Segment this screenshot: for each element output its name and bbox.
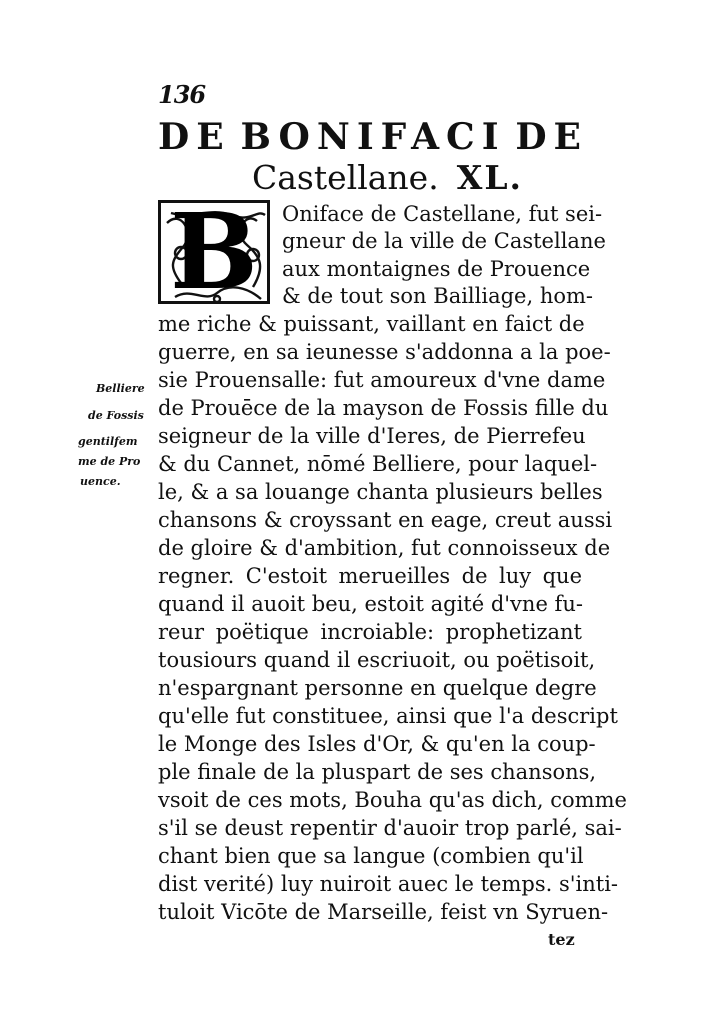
- heading-word: DE: [158, 116, 231, 158]
- margin-note: gentilfem: [78, 435, 138, 448]
- decorated-drop-cap: [158, 190, 270, 313]
- text-line: Oniface de Castellane, fut sei-: [282, 202, 603, 226]
- margin-note: me de Pro: [78, 455, 141, 468]
- text-line: s'il se deust repentir d'auoir trop parlé, sai-: [158, 816, 622, 840]
- text-line: n'espargnant personne en quelque degre: [158, 676, 597, 700]
- text-line: ple finale de la pluspart de ses chansons,: [158, 760, 597, 784]
- heading-word: DE: [515, 116, 588, 158]
- text-line: de gloire & d'ambition, fut connoisseux de: [158, 536, 611, 560]
- text-line: le, & a sa louange chanta plusieurs belles: [158, 480, 603, 504]
- heading-word: BONIFACI: [240, 116, 506, 158]
- heading-name: Castellane.: [252, 158, 439, 197]
- text-line: & du Cannet, nōmé Belliere, pour laquel-: [158, 452, 598, 476]
- text-line: vsoit de ces mots, Bouha qu'as dich, comme: [158, 788, 627, 812]
- text-line: chant bien que sa langue (combien qu'il: [158, 844, 584, 868]
- text-line: de Prouēce de la mayson de Fossis fille du: [158, 396, 609, 420]
- text-line: gneur de la ville de Castellane: [282, 229, 606, 253]
- chapter-heading: [158, 116, 588, 158]
- text-line: & de tout son Bailliage, hom-: [282, 284, 593, 308]
- text-line: aux montaignes de Prouence: [282, 257, 591, 281]
- margin-note: de Fossis: [88, 409, 144, 422]
- text-line: dist verité) luy nuiroit auec le temps. s'inti-: [158, 872, 619, 896]
- text-line: le Monge des Isles d'Or, & qu'en la coup-: [158, 732, 596, 756]
- text-line: chansons & croyssant en eage, creut aussi: [158, 508, 613, 532]
- margin-note: Belliere: [96, 382, 145, 395]
- text-line: tousiours quand il escriuoit, ou poëtisoit,: [158, 648, 596, 672]
- text-line: quand il auoit beu, estoit agité d'vne fu-: [158, 592, 583, 616]
- text-line: regner. C'estoit merueilles de luy que: [158, 564, 582, 588]
- text-line: reur poëtique incroiable: prophetizant: [158, 620, 582, 644]
- drop-cap-letter: B: [170, 190, 258, 313]
- margin-note: uence.: [80, 475, 121, 488]
- text-line: tuloit Vicōte de Marseille, feist vn Syruen-: [158, 900, 609, 924]
- catchword: tez: [548, 930, 575, 949]
- text-line: seigneur de la ville d'Ieres, de Pierrefeu: [158, 424, 586, 448]
- text-line: qu'elle fut constituee, ainsi que l'a descript: [158, 704, 618, 728]
- page-number: 136: [158, 80, 206, 109]
- text-line: me riche & puissant, vaillant en faict de: [158, 312, 585, 336]
- chapter-heading-second-line: [252, 158, 523, 197]
- text-line: guerre, en sa ieunesse s'addonna a la poe-: [158, 340, 611, 364]
- chapter-numeral: XL.: [456, 158, 524, 197]
- text-line: sie Prouensalle: fut amoureux d'vne dame: [158, 368, 606, 392]
